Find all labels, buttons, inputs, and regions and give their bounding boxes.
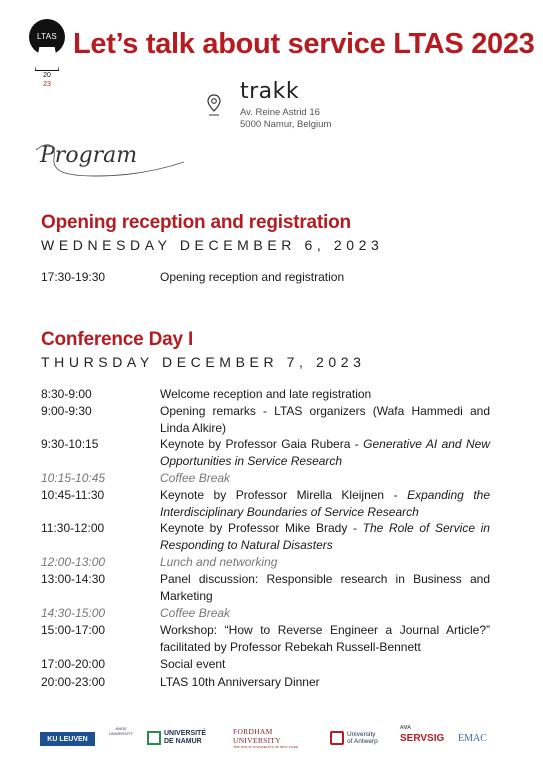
schedule-desc: [160, 436, 490, 469]
fordham-text-2: THE JESUIT UNIVERSITY OF NEW YORK: [233, 745, 299, 749]
keynote-speaker: Keynote by Professor Mike Brady -: [160, 521, 363, 535]
servsig-text: SERVSIG: [400, 732, 445, 744]
namur-text-1: UNIVERSITÉ: [164, 730, 207, 737]
ltas-logo: [29, 19, 65, 88]
schedule-time: 10:45-11:30: [41, 488, 105, 502]
schedule-desc: Welcome reception and late registration: [160, 387, 372, 401]
namur-mark-icon: [147, 731, 161, 745]
schedule-desc: [160, 487, 490, 520]
ku-leuven-logo: KU LEUVEN: [40, 732, 95, 746]
schedule-desc: Panel discussion: Responsible research in Business and Marketing: [160, 572, 490, 603]
schedule-desc: Opening reception and registration: [160, 270, 345, 284]
emac-logo: EMAC: [458, 732, 487, 744]
sponsor-logos: [40, 726, 502, 750]
servsig-small-text: AMA: [400, 724, 411, 731]
schedule-desc: Coffee Break: [160, 606, 231, 620]
section-title-opening: Opening reception and registration: [41, 212, 351, 233]
schedule-time: 9:00-9:30: [41, 404, 92, 418]
schedule-time: 17:30-19:30: [41, 270, 106, 284]
namur-university-logo: [147, 726, 215, 750]
section-date-day1: THURSDAY DECEMBER 7, 2023: [41, 354, 366, 370]
program-script-text: Program: [40, 143, 138, 168]
fordham-text-1: FORDHAM UNIVERSITY: [233, 727, 281, 745]
page-title: Let’s talk about service LTAS 2023: [73, 28, 535, 60]
antwerp-mark-icon: [330, 731, 344, 745]
schedule-desc: Workshop: “How to Reverse Engineer a Journal Article?” facilitated by Professor Rebekah Russell-Bennett: [160, 623, 490, 654]
ltas-logo-year-1: 20: [43, 72, 51, 79]
venue-address: [240, 107, 331, 131]
schedule-desc: LTAS 10th Anniversary Dinner: [160, 675, 320, 689]
small-university-logo: [109, 726, 134, 750]
schedule-time: 10:15-10:45: [41, 471, 106, 485]
location-pin-icon: [206, 93, 222, 119]
section-title-day1: Conference Day I: [41, 329, 194, 350]
keynote-title: The Role of Service in Responding to Natural Disasters: [160, 521, 490, 552]
ltas-logo-circle: LTAS: [29, 19, 65, 55]
schedule-time: 15:00-17:00: [41, 623, 106, 637]
schedule-desc: [160, 520, 490, 553]
venue-address-line1: Av. Reine Astrid 16: [240, 107, 320, 118]
schedule-time: 20:00-23:00: [41, 675, 106, 689]
schedule-time: 9:30-10:15: [41, 437, 99, 451]
schedule-desc: Social event: [160, 657, 226, 671]
schedule-desc: Opening remarks - LTAS organizers (Wafa Hammedi and Linda Alkire): [160, 404, 490, 435]
schedule-time: 11:30-12:00: [41, 521, 105, 535]
venue-address-line2: 5000 Namur, Belgium: [240, 119, 332, 130]
section-date-opening: WEDNESDAY DECEMBER 6, 2023: [41, 237, 384, 253]
schedule-time: 12:00-13:00: [41, 555, 106, 569]
servsig-logo: [400, 726, 454, 750]
antwerp-text-2: of Antwerp: [347, 738, 378, 745]
ltas-logo-year-2: 23: [43, 81, 51, 88]
schedule-time: 14:30-15:00: [41, 606, 106, 620]
venue-name: trakk: [240, 79, 300, 104]
fordham-university-logo: [233, 726, 313, 750]
small-university-text-1: ANGE: [115, 726, 127, 731]
small-university-text-2: UNIVERSITY: [109, 731, 134, 736]
schedule-time: 8:30-9:00: [41, 387, 92, 401]
keynote-title: Generative AI and New Opportunities in Service Research: [160, 437, 490, 468]
program-script-heading: [36, 138, 186, 182]
antwerp-text-1: University: [347, 731, 376, 738]
schedule-time: 13:00-14:30: [41, 572, 106, 586]
schedule-desc: Lunch and networking: [160, 555, 278, 569]
keynote-speaker: Keynote by Professor Gaia Rubera -: [160, 437, 364, 451]
antwerp-university-logo: [330, 726, 390, 750]
schedule-time: 17:00-20:00: [41, 657, 106, 671]
schedule-desc: Coffee Break: [160, 471, 231, 485]
namur-text-2: DE NAMUR: [164, 738, 202, 745]
keynote-title: Expanding the Interdisciplinary Boundaries of Service Research: [160, 488, 491, 519]
keynote-speaker: Keynote by Professor Mirella Kleijnen -: [160, 488, 408, 502]
